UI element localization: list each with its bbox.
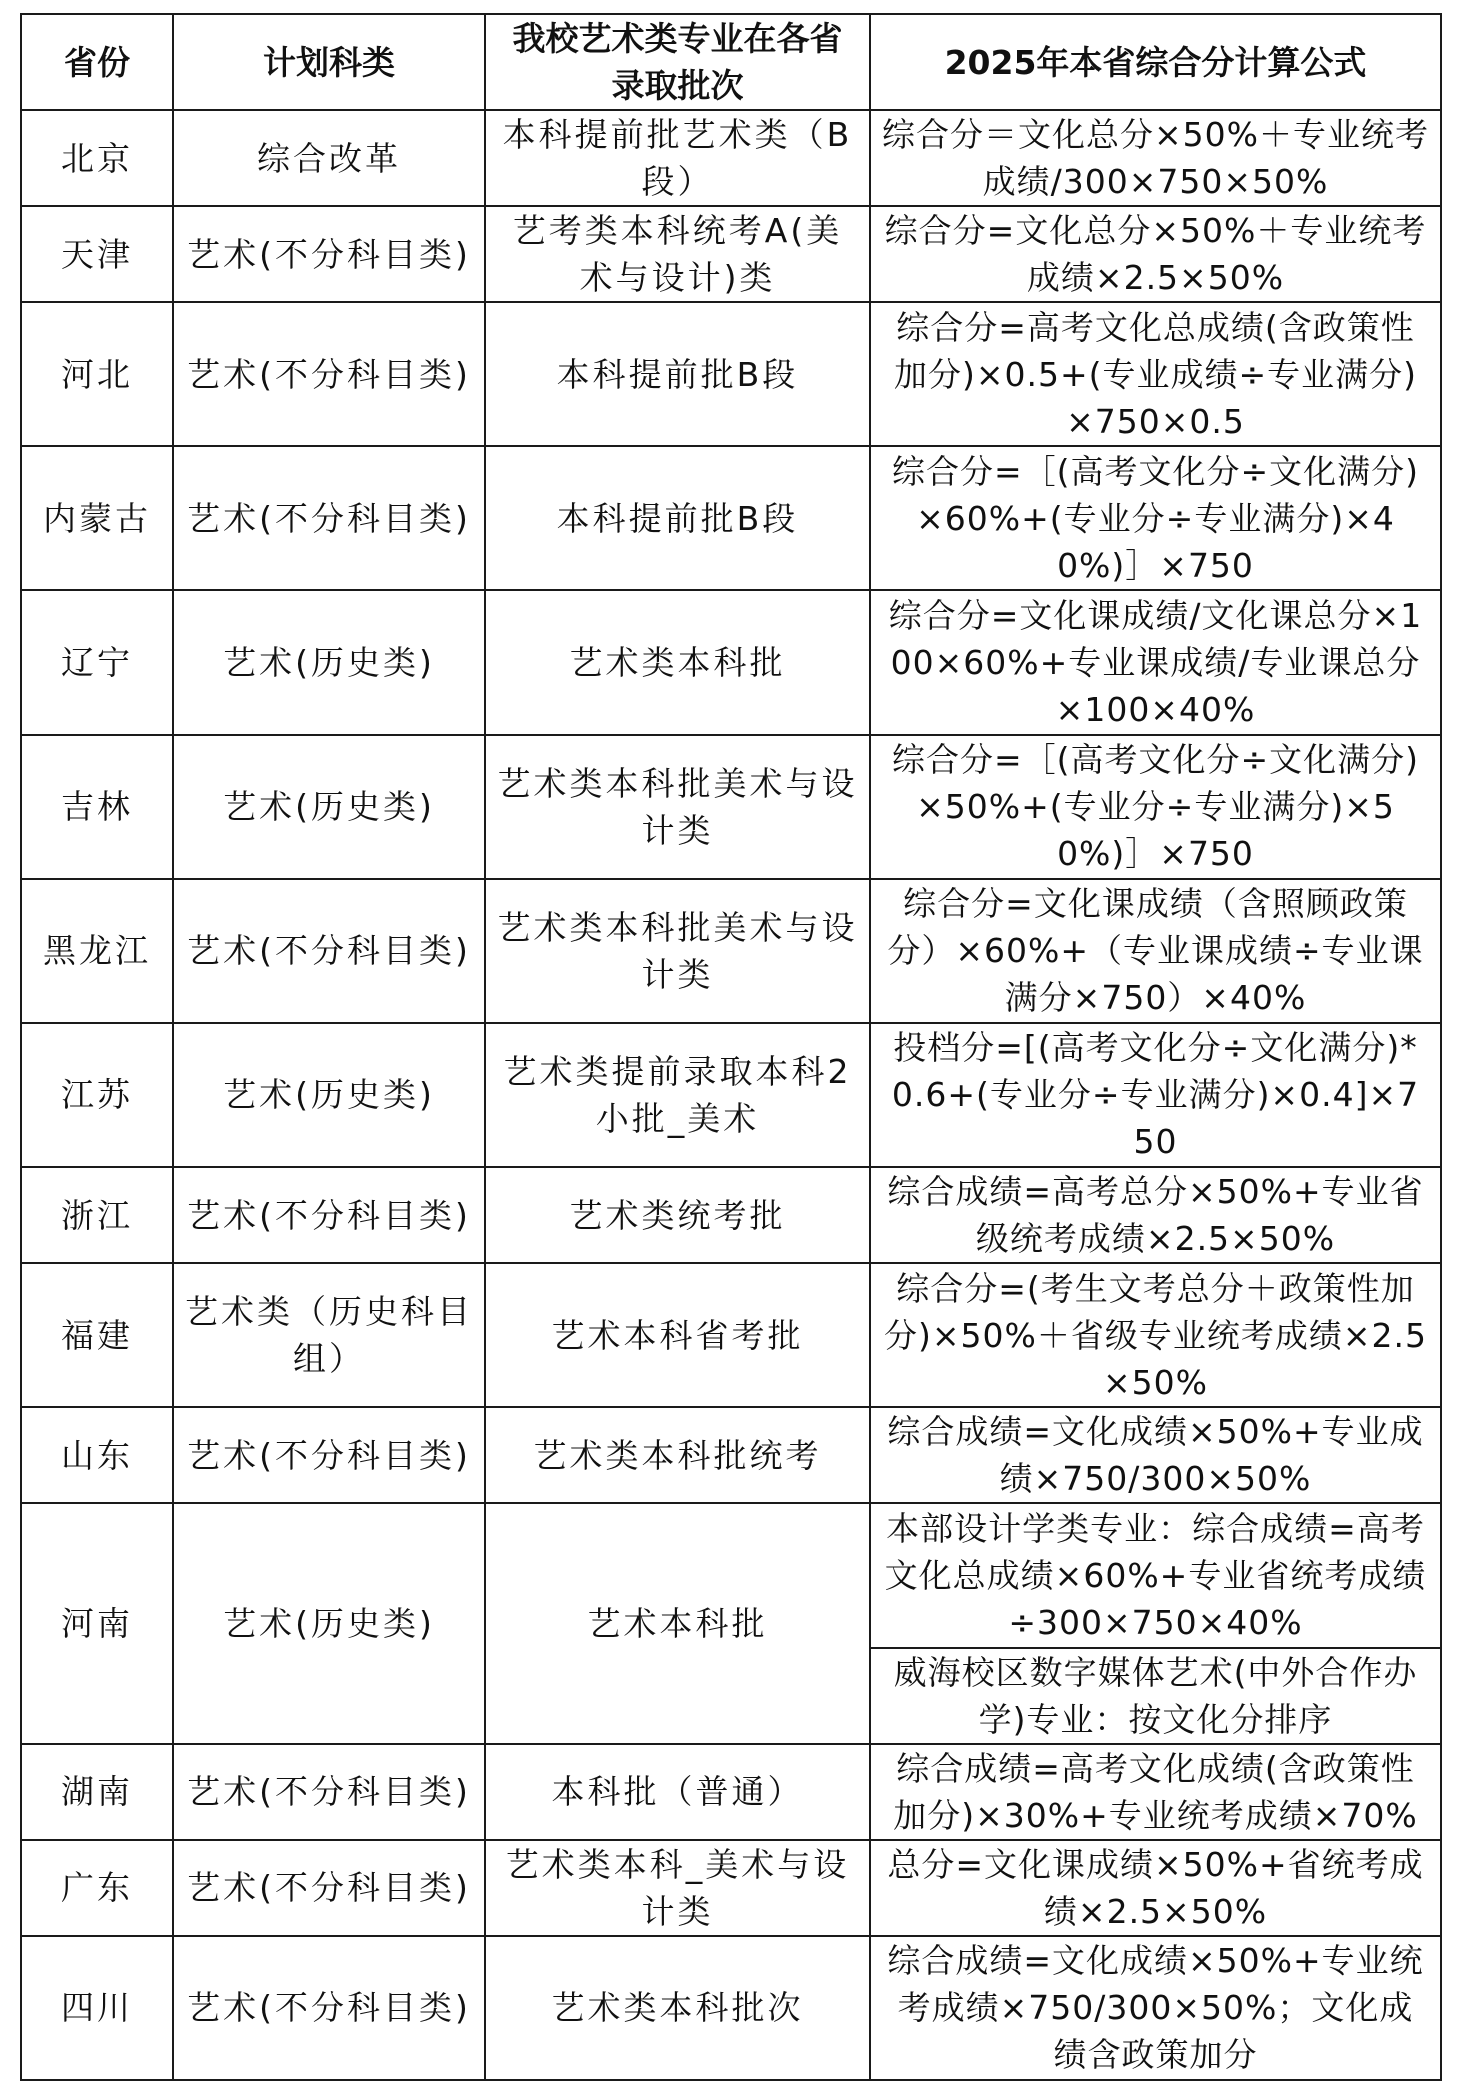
formula-cell: 投档分=[(高考文化分÷文化满分)*0.6+(专业分÷专业满分)×0.4]×750 [870, 1023, 1441, 1167]
province-cell: 河南 [21, 1503, 173, 1743]
province-cell: 江苏 [21, 1023, 173, 1167]
formula-cell: 综合成绩=文化成绩×50%+专业成绩×750/300×50% [870, 1407, 1441, 1503]
province-cell: 辽宁 [21, 590, 173, 734]
formula-cell: 综合分=高考文化总成绩(含政策性加分)×0.5+(专业成绩÷专业满分)×750×0.5 [870, 302, 1441, 446]
table-row [21, 446, 1441, 590]
subject-cell: 艺术(不分科目类) [173, 302, 485, 446]
batch-cell: 本科批（普通） [485, 1744, 870, 1840]
province-cell: 吉林 [21, 735, 173, 879]
table-row [21, 1023, 1441, 1167]
province-cell: 内蒙古 [21, 446, 173, 590]
batch-cell: 艺术本科批 [485, 1503, 870, 1743]
subject-cell: 艺术类（历史科目组） [173, 1263, 485, 1407]
subject-cell: 艺术(历史类) [173, 735, 485, 879]
subject-cell: 艺术(不分科目类) [173, 1936, 485, 2080]
table-row [21, 1936, 1441, 2080]
formula-cell: 综合成绩=文化成绩×50%+专业统考成绩×750/300×50%；文化成绩含政策加分 [870, 1936, 1441, 2080]
table-row [21, 1167, 1441, 1263]
subject-cell: 艺术(不分科目类) [173, 1744, 485, 1840]
admission-formula-table [20, 13, 1442, 2081]
table-row [21, 302, 1441, 446]
subject-cell: 艺术(不分科目类) [173, 1407, 485, 1503]
table-row [21, 110, 1441, 206]
formula-cell: 综合分=(考生文考总分＋政策性加分)×50%＋省级专业统考成绩×2.5×50% [870, 1263, 1441, 1407]
formula-cell: 综合成绩=高考总分×50%+专业省级统考成绩×2.5×50% [870, 1167, 1441, 1263]
table-row [21, 735, 1441, 879]
header-subject: 计划科类 [173, 14, 485, 110]
formula-cell: 本部设计学类专业：综合成绩=高考文化总成绩×60%+专业省统考成绩÷300×750×40% [870, 1503, 1441, 1647]
subject-cell: 艺术(不分科目类) [173, 446, 485, 590]
province-cell: 福建 [21, 1263, 173, 1407]
subject-cell: 艺术(历史类) [173, 1023, 485, 1167]
subject-cell: 艺术(历史类) [173, 590, 485, 734]
table-row [21, 1263, 1441, 1407]
table-row [21, 590, 1441, 734]
subject-cell: 艺术(不分科目类) [173, 1840, 485, 1936]
table-row [21, 1503, 1441, 1647]
table-row [21, 1840, 1441, 1936]
formula-cell: 综合分＝文化总分×50%＋专业统考成绩/300×750×50% [870, 110, 1441, 206]
formula-cell: 综合分=［(高考文化分÷文化满分)×60%+(专业分÷专业满分)×40%)］×750 [870, 446, 1441, 590]
batch-cell: 本科提前批B段 [485, 446, 870, 590]
formula-cell: 综合分=文化总分×50%＋专业统考成绩×2.5×50% [870, 206, 1441, 302]
batch-cell: 艺术本科省考批 [485, 1263, 870, 1407]
batch-cell: 艺术类本科批次 [485, 1936, 870, 2080]
batch-cell: 艺术类本科批统考 [485, 1407, 870, 1503]
formula-cell: 综合分=［(高考文化分÷文化满分)×50%+(专业分÷专业满分)×50%)］×750 [870, 735, 1441, 879]
formula-cell: 综合分=文化课成绩（含照顾政策分）×60%+（专业课成绩÷专业课满分×750）×40% [870, 879, 1441, 1023]
batch-cell: 本科提前批B段 [485, 302, 870, 446]
table-row [21, 879, 1441, 1023]
batch-cell: 艺术类本科_美术与设计类 [485, 1840, 870, 1936]
table-row [21, 1407, 1441, 1503]
table-row [21, 206, 1441, 302]
formula-cell: 威海校区数字媒体艺术(中外合作办学)专业：按文化分排序 [870, 1648, 1441, 1744]
header-formula: 2025年本省综合分计算公式 [870, 14, 1441, 110]
province-cell: 四川 [21, 1936, 173, 2080]
header-row [21, 14, 1441, 110]
batch-cell: 艺术类本科批美术与设计类 [485, 735, 870, 879]
header-batch: 我校艺术类专业在各省录取批次 [485, 14, 870, 110]
formula-cell: 综合分=文化课成绩/文化课总分×100×60%+专业课成绩/专业课总分×100×40% [870, 590, 1441, 734]
batch-cell: 艺术类本科批美术与设计类 [485, 879, 870, 1023]
province-cell: 黑龙江 [21, 879, 173, 1023]
province-cell: 广东 [21, 1840, 173, 1936]
province-cell: 河北 [21, 302, 173, 446]
formula-cell: 总分=文化课成绩×50%+省统考成绩×2.5×50% [870, 1840, 1441, 1936]
subject-cell: 艺术(不分科目类) [173, 1167, 485, 1263]
subject-cell: 艺术(不分科目类) [173, 879, 485, 1023]
province-cell: 天津 [21, 206, 173, 302]
province-cell: 湖南 [21, 1744, 173, 1840]
batch-cell: 艺考类本科统考A(美术与设计)类 [485, 206, 870, 302]
province-cell: 浙江 [21, 1167, 173, 1263]
table-row [21, 1744, 1441, 1840]
batch-cell: 艺术类提前录取本科2小批_美术 [485, 1023, 870, 1167]
province-cell: 北京 [21, 110, 173, 206]
batch-cell: 艺术类统考批 [485, 1167, 870, 1263]
subject-cell: 综合改革 [173, 110, 485, 206]
header-province: 省份 [21, 14, 173, 110]
province-cell: 山东 [21, 1407, 173, 1503]
batch-cell: 艺术类本科批 [485, 590, 870, 734]
subject-cell: 艺术(不分科目类) [173, 206, 485, 302]
batch-cell: 本科提前批艺术类（B段） [485, 110, 870, 206]
formula-cell: 综合成绩=高考文化成绩(含政策性加分)×30%+专业统考成绩×70% [870, 1744, 1441, 1840]
subject-cell: 艺术(历史类) [173, 1503, 485, 1743]
